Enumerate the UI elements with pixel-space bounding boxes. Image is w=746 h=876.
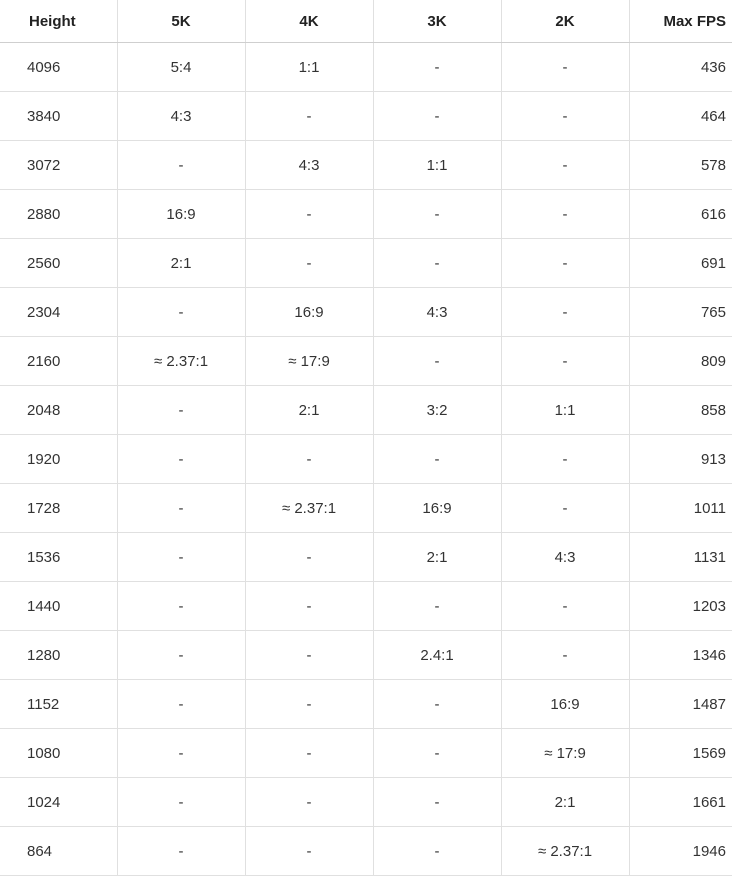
3k-cell: 2:1 <box>373 533 501 582</box>
5k-cell: - <box>117 680 245 729</box>
table-body <box>0 43 732 876</box>
table-row <box>0 729 732 778</box>
3k-cell: - <box>373 337 501 386</box>
2k-cell: 2:1 <box>501 778 629 827</box>
max-fps-cell: 464 <box>629 92 732 141</box>
height-cell: 1440 <box>0 582 117 631</box>
table-row <box>0 43 732 92</box>
3k-cell: 2.4:1 <box>373 631 501 680</box>
4k-cell: 4:3 <box>245 141 373 190</box>
max-fps-cell: 691 <box>629 239 732 288</box>
5k-cell: - <box>117 778 245 827</box>
5k-cell: - <box>117 729 245 778</box>
3k-cell: - <box>373 680 501 729</box>
height-cell: 1024 <box>0 778 117 827</box>
5k-cell: - <box>117 827 245 876</box>
max-fps-cell: 1203 <box>629 582 732 631</box>
max-fps-cell: 809 <box>629 337 732 386</box>
max-fps-cell: 913 <box>629 435 732 484</box>
2k-cell: ≈ 2.37:1 <box>501 827 629 876</box>
5k-cell: - <box>117 288 245 337</box>
max-fps-cell: 1569 <box>629 729 732 778</box>
5k-cell: - <box>117 386 245 435</box>
3k-cell: - <box>373 582 501 631</box>
max-fps-cell: 765 <box>629 288 732 337</box>
3k-cell: - <box>373 827 501 876</box>
2k-cell: - <box>501 435 629 484</box>
height-cell: 864 <box>0 827 117 876</box>
5k-cell: - <box>117 631 245 680</box>
header-max-fps: Max FPS <box>629 0 732 43</box>
2k-cell: - <box>501 582 629 631</box>
4k-cell: - <box>245 92 373 141</box>
header-5k: 5K <box>117 0 245 43</box>
5k-cell: 4:3 <box>117 92 245 141</box>
4k-cell: - <box>245 582 373 631</box>
3k-cell: 3:2 <box>373 386 501 435</box>
5k-cell: 5:4 <box>117 43 245 92</box>
table-row <box>0 92 732 141</box>
height-cell: 3072 <box>0 141 117 190</box>
table-row <box>0 827 732 876</box>
3k-cell: - <box>373 190 501 239</box>
max-fps-cell: 616 <box>629 190 732 239</box>
height-cell: 2560 <box>0 239 117 288</box>
table-row <box>0 778 732 827</box>
header-3k: 3K <box>373 0 501 43</box>
max-fps-cell: 858 <box>629 386 732 435</box>
max-fps-cell: 1661 <box>629 778 732 827</box>
2k-cell: - <box>501 631 629 680</box>
max-fps-cell: 436 <box>629 43 732 92</box>
3k-cell: 16:9 <box>373 484 501 533</box>
5k-cell: - <box>117 435 245 484</box>
3k-cell: - <box>373 778 501 827</box>
table-row <box>0 582 732 631</box>
height-cell: 2304 <box>0 288 117 337</box>
2k-cell: - <box>501 239 629 288</box>
header-4k: 4K <box>245 0 373 43</box>
table-row <box>0 190 732 239</box>
3k-cell: - <box>373 239 501 288</box>
2k-cell: - <box>501 92 629 141</box>
3k-cell: - <box>373 92 501 141</box>
2k-cell: - <box>501 484 629 533</box>
table-row <box>0 141 732 190</box>
2k-cell: 1:1 <box>501 386 629 435</box>
5k-cell: - <box>117 533 245 582</box>
4k-cell: 2:1 <box>245 386 373 435</box>
4k-cell: - <box>245 533 373 582</box>
table-row <box>0 533 732 582</box>
5k-cell: ≈ 2.37:1 <box>117 337 245 386</box>
2k-cell: - <box>501 43 629 92</box>
height-cell: 2880 <box>0 190 117 239</box>
4k-cell: - <box>245 680 373 729</box>
4k-cell: - <box>245 778 373 827</box>
header-2k: 2K <box>501 0 629 43</box>
5k-cell: - <box>117 582 245 631</box>
table-header <box>0 0 732 43</box>
height-cell: 1536 <box>0 533 117 582</box>
4k-cell: 16:9 <box>245 288 373 337</box>
max-fps-cell: 1346 <box>629 631 732 680</box>
table-row <box>0 288 732 337</box>
table-row <box>0 386 732 435</box>
height-cell: 4096 <box>0 43 117 92</box>
table-row <box>0 435 732 484</box>
height-cell: 2048 <box>0 386 117 435</box>
4k-cell: - <box>245 239 373 288</box>
max-fps-cell: 1487 <box>629 680 732 729</box>
2k-cell: - <box>501 141 629 190</box>
3k-cell: - <box>373 43 501 92</box>
2k-cell: 16:9 <box>501 680 629 729</box>
4k-cell: ≈ 17:9 <box>245 337 373 386</box>
2k-cell: 4:3 <box>501 533 629 582</box>
header-height: Height <box>0 0 117 43</box>
5k-cell: 2:1 <box>117 239 245 288</box>
4k-cell: - <box>245 435 373 484</box>
4k-cell: ≈ 2.37:1 <box>245 484 373 533</box>
height-cell: 1280 <box>0 631 117 680</box>
table-row <box>0 239 732 288</box>
max-fps-cell: 1946 <box>629 827 732 876</box>
3k-cell: - <box>373 729 501 778</box>
4k-cell: - <box>245 729 373 778</box>
table-row <box>0 484 732 533</box>
table-row <box>0 680 732 729</box>
max-fps-cell: 1011 <box>629 484 732 533</box>
height-cell: 1920 <box>0 435 117 484</box>
max-fps-cell: 1131 <box>629 533 732 582</box>
3k-cell: - <box>373 435 501 484</box>
height-cell: 1080 <box>0 729 117 778</box>
5k-cell: - <box>117 141 245 190</box>
2k-cell: ≈ 17:9 <box>501 729 629 778</box>
3k-cell: 1:1 <box>373 141 501 190</box>
height-cell: 3840 <box>0 92 117 141</box>
2k-cell: - <box>501 288 629 337</box>
height-cell: 2160 <box>0 337 117 386</box>
max-fps-cell: 578 <box>629 141 732 190</box>
table-row <box>0 337 732 386</box>
4k-cell: - <box>245 827 373 876</box>
4k-cell: - <box>245 631 373 680</box>
2k-cell: - <box>501 337 629 386</box>
5k-cell: - <box>117 484 245 533</box>
2k-cell: - <box>501 190 629 239</box>
4k-cell: 1:1 <box>245 43 373 92</box>
3k-cell: 4:3 <box>373 288 501 337</box>
header-row <box>0 0 732 43</box>
height-cell: 1152 <box>0 680 117 729</box>
height-cell: 1728 <box>0 484 117 533</box>
5k-cell: 16:9 <box>117 190 245 239</box>
4k-cell: - <box>245 190 373 239</box>
table-row <box>0 631 732 680</box>
